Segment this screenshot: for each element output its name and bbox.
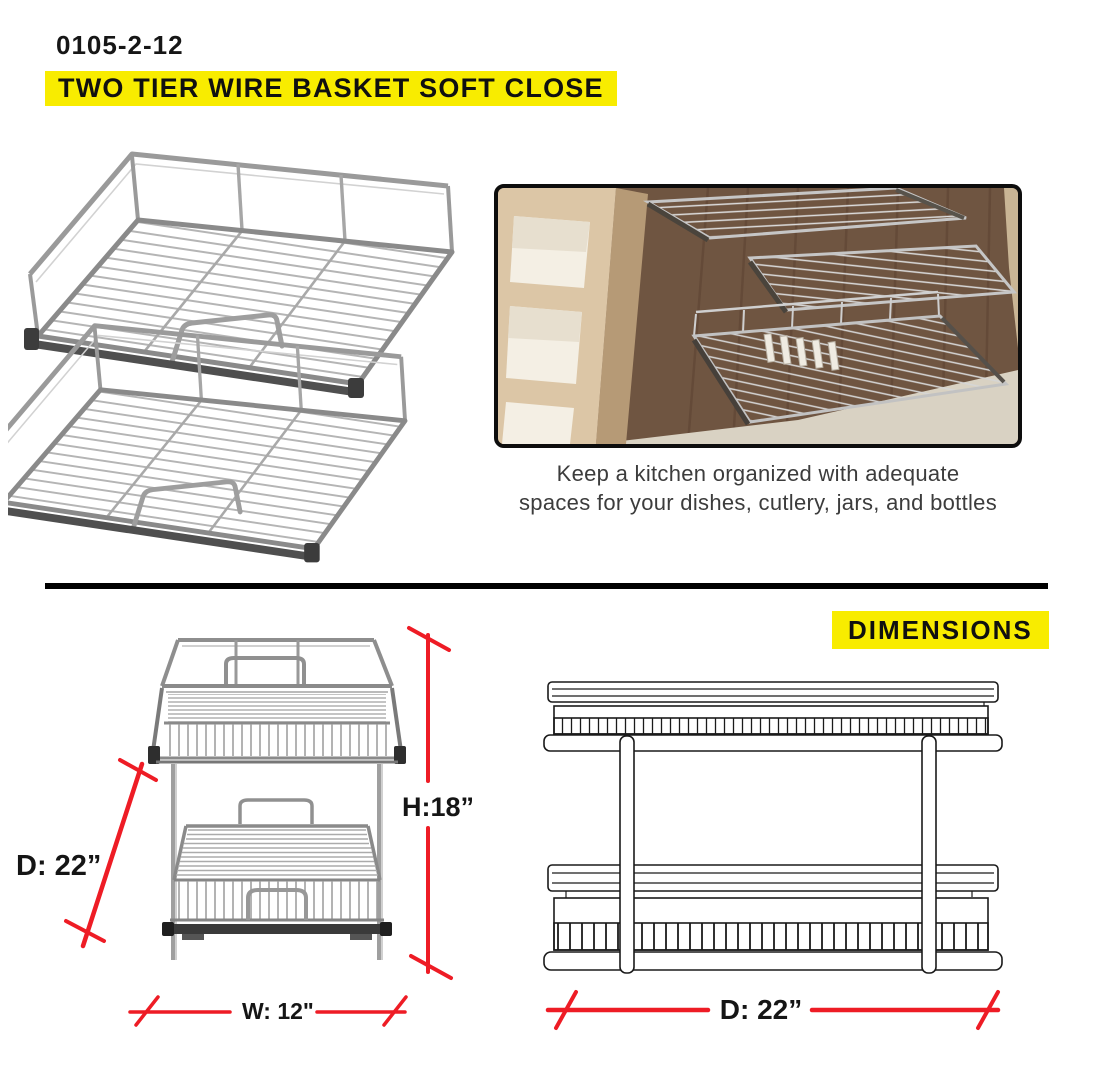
drawing-depth-label: D: 22”	[719, 994, 803, 1025]
upper-tier-front	[148, 640, 406, 764]
product-title: TWO TIER WIRE BASKET SOFT CLOSE	[58, 73, 604, 103]
kitchen-caption-line1: Keep a kitchen organized with adequate	[556, 461, 960, 486]
lower-deck-wires	[176, 830, 378, 875]
bottom-slide-rail	[162, 922, 392, 940]
dimensions-heading-highlight	[832, 611, 1049, 649]
technical-drawing	[540, 670, 1006, 1050]
front-view-photo	[148, 628, 406, 993]
product-photo	[8, 112, 480, 572]
depth-label: D: 22”	[16, 850, 102, 882]
upper-basket-illustration	[20, 154, 480, 408]
product-title-highlight	[45, 71, 617, 106]
height-label: H:18”	[402, 792, 475, 822]
kitchen-photo-illustration	[498, 188, 1018, 444]
kitchen-caption-line2: spaces for your dishes, cutlery, jars, and bottles	[518, 490, 998, 515]
kitchen-photo	[494, 184, 1022, 448]
section-divider	[45, 583, 1048, 589]
product-code: 0105-2-12	[56, 30, 184, 60]
width-label: W: 12"	[242, 998, 314, 1024]
dimensions-heading: DIMENSIONS	[848, 614, 1033, 645]
shelf-unit	[498, 188, 648, 444]
kitchen-caption	[494, 459, 1022, 517]
lower-tier-front	[170, 800, 384, 920]
